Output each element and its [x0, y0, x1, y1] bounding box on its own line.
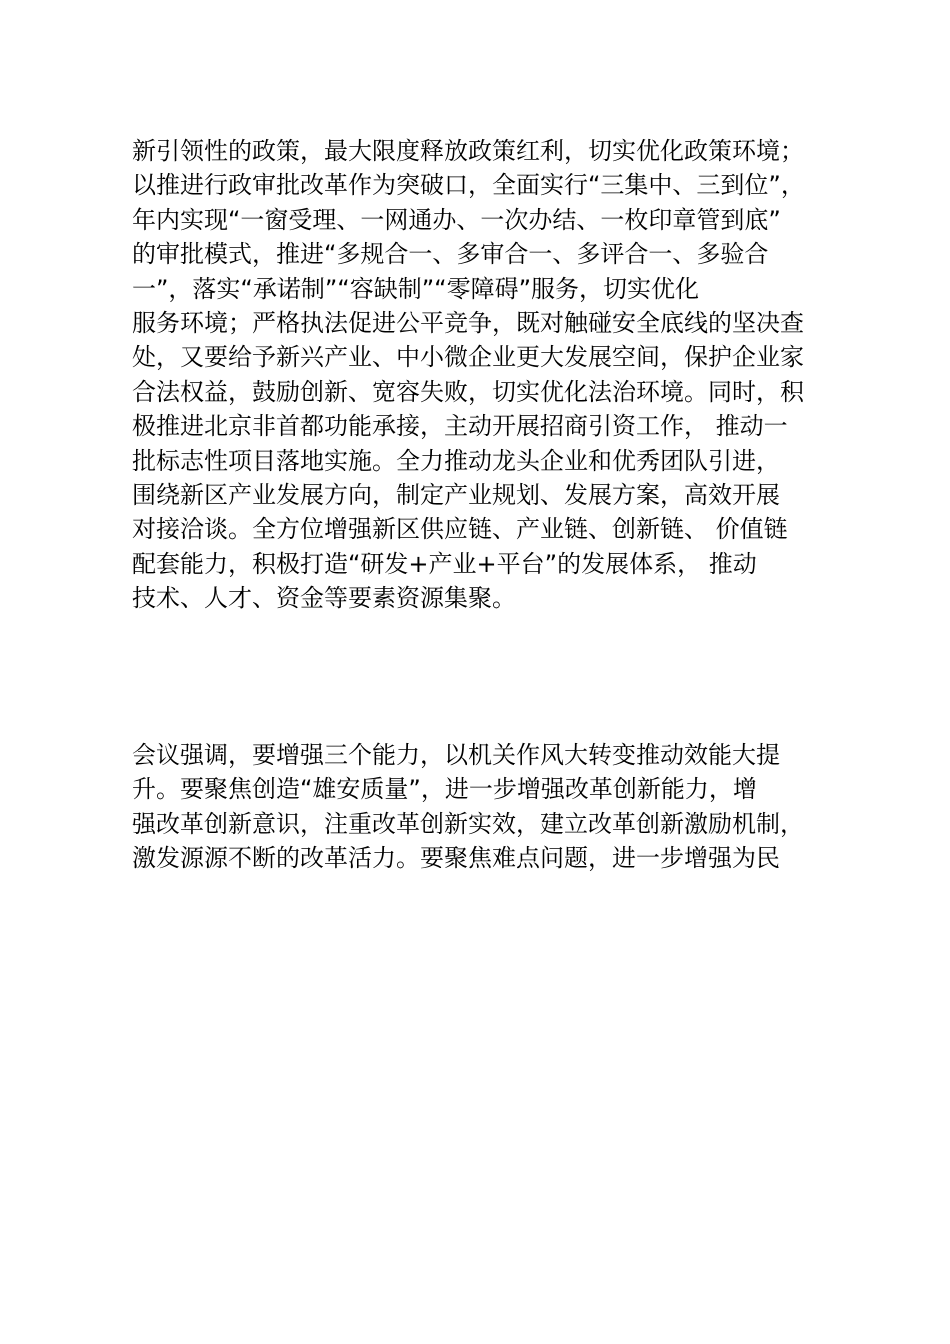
- text-line: 围绕新区产业发展方向，制定产业规划、发展方案，高效开展: [132, 480, 780, 509]
- text-line: 会议强调，要增强三个能力，以机关作风大转变推动效能大提: [132, 741, 780, 769]
- paragraph-three-capabilities: [132, 738, 852, 876]
- text-line: 强改革创新意识，注重改革创新实效，建立改革创新激励机制，: [132, 809, 804, 838]
- text-line: 的审批模式，推进“多规合一、多审合一、多评合一、多验合: [132, 240, 769, 269]
- text-line: 配套能力，积极打造“研发+产业+平台”的发展体系， 推动: [132, 549, 757, 578]
- text-line: 一”，落实“承诺制”“容缺制”“零障碍”服务，切实优化: [132, 274, 700, 303]
- text-line: 合法权益，鼓励创新、宽容失败，切实优化法治环境。同时，积: [132, 377, 804, 406]
- text-line: 以推进行政审批改革作为突破口，全面实行“三集中、三到位”，: [132, 171, 805, 200]
- text-line: 极推进北京非首都功能承接，主动开展招商引资工作， 推动一: [132, 412, 788, 441]
- text-line: 处，又要给予新兴产业、中小微企业更大发展空间，保护企业家: [132, 343, 804, 372]
- text-line: 对接洽谈。全方位增强新区供应链、产业链、创新链、 价值链: [132, 515, 788, 544]
- text-line: 批标志性项目落地实施。全力推动龙头企业和优秀团队引进，: [132, 446, 780, 475]
- text-line: 技术、人才、资金等要素资源集聚。: [132, 584, 516, 613]
- text-line: 激发源源不断的改革活力。要聚焦难点问题，进一步增强为民: [132, 844, 780, 873]
- text-line: 新引领性的政策，最大限度释放政策红利，切实优化政策环境；: [132, 137, 804, 165]
- paragraph-policy-environment: [132, 134, 852, 615]
- text-line: 年内实现“一窗受理、一网通办、一次办结、一枚印章管到底”: [132, 205, 781, 234]
- text-line: 服务环境；严格执法促进公平竞争，既对触碰安全底线的坚决查: [132, 308, 804, 337]
- text-line: 升。要聚焦创造“雄安质量”，进一步增强改革创新能力，增: [132, 775, 757, 804]
